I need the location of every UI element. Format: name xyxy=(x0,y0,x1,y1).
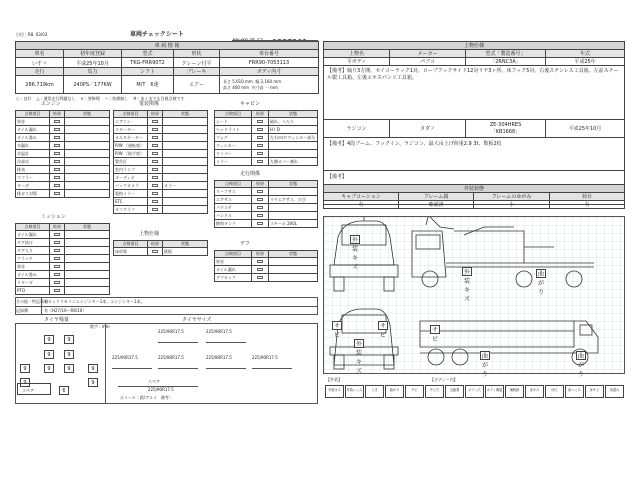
opt-year: 平成25年 xyxy=(546,58,625,66)
electrical-item-8: バックカメラ xyxy=(114,182,148,190)
ext-h-warp: フレームのゆがみ xyxy=(474,193,550,201)
def-item-2: デフロック xyxy=(215,274,252,282)
engine-result-4 xyxy=(50,150,65,158)
electrical-state-5 xyxy=(163,158,208,166)
running-result-3 xyxy=(252,212,269,220)
def-col-result: 結果 xyxy=(252,251,269,258)
vehicle-info-table xyxy=(15,41,319,69)
engine-state-3 xyxy=(65,142,110,150)
cab-table xyxy=(214,110,318,166)
running-col-item: 点検項目 xyxy=(215,181,252,188)
legend-mark-7: ボディ穴 xyxy=(465,385,484,398)
electrical-result-6 xyxy=(148,166,163,174)
engine-result-0 xyxy=(50,118,65,126)
ext-bed: 有 xyxy=(550,201,625,209)
legend-note: ※ : あくまでも目視点検です xyxy=(133,96,185,101)
electrical-col-item: 点検項目 xyxy=(114,111,148,118)
mission-result-6 xyxy=(50,279,65,287)
vh-chassis: FRR90-7053113 xyxy=(220,58,319,69)
cab-result-5 xyxy=(252,158,269,166)
vh-reg: 平成25年10月 xyxy=(64,58,122,69)
engine-result-9 xyxy=(50,190,65,198)
tire-depth-2: 9 xyxy=(44,350,54,359)
mission-result-4 xyxy=(50,263,65,271)
opt2-name: ラジコン xyxy=(324,120,390,138)
mission-item-3: クラッチ xyxy=(16,255,50,263)
tire-size-5: 225/90R17.5 xyxy=(252,355,278,360)
spare-label: スペア xyxy=(22,388,34,393)
electrical-item-11: タコグラフ xyxy=(114,206,148,214)
vh-name-h: 車名 xyxy=(16,50,64,58)
engine-item-8: ターボ xyxy=(16,182,50,190)
vh-model-h: 型式 xyxy=(122,50,174,58)
legend-marks xyxy=(325,385,625,398)
tire-size-3: 225/90R17.5 xyxy=(158,355,184,360)
tire-size-title: タイヤサイズ xyxy=(182,317,212,323)
electrical-state-2 xyxy=(163,134,208,142)
engine-item-2: オイル滲み xyxy=(16,134,50,142)
mission-result-5 xyxy=(50,271,65,279)
running-item-4: 燃料タンク xyxy=(215,220,252,228)
mission-state-1 xyxy=(65,239,110,247)
engine-table xyxy=(15,110,110,198)
electrical-result-8 xyxy=(148,182,163,190)
damage-mark-dent-1: 曲がり xyxy=(537,271,544,296)
opt3-note: 【備考】 xyxy=(324,171,625,205)
cab-result-0 xyxy=(252,118,269,126)
tire-depth-3: 9 xyxy=(64,350,74,359)
opt-model: 「2RNC3A」 xyxy=(466,58,546,66)
legend-mark-1: 外装へこみ xyxy=(345,385,364,398)
electrical-item-3: P/W （運転席） xyxy=(114,142,148,150)
legend-ok: △ : 通常走行問題なし xyxy=(36,96,76,101)
mission-col-item: 点検項目 xyxy=(16,224,50,231)
damage-mark-scratch-1: 外装キズ xyxy=(351,237,358,271)
opt-h-name: 上物名 xyxy=(324,50,390,58)
electrical-item-1: スターター xyxy=(114,126,148,134)
electrical-result-1 xyxy=(148,126,163,134)
engine-result-7 xyxy=(50,174,65,182)
vh-shape-h: 形状 xyxy=(174,50,220,58)
damage-mark-scratch-2: 外装キズ xyxy=(463,269,470,303)
electrical-state-7 xyxy=(163,174,208,182)
electrical-item-2: オルタネーター xyxy=(114,134,148,142)
def-result-1 xyxy=(252,266,269,274)
vh-shift-h: シフト xyxy=(122,68,174,76)
mission-item-7: PTO xyxy=(16,287,50,295)
mission-item-2: ギア入り xyxy=(16,247,50,255)
ext-rust: 確認済 xyxy=(399,201,474,209)
mission-state-5 xyxy=(65,271,110,279)
running-state-2 xyxy=(269,204,318,212)
electrical-state-6 xyxy=(163,166,208,174)
legend-good: ○ : 良好 xyxy=(16,96,32,101)
mission-item-1: ギア抜け xyxy=(16,239,50,247)
electrical-item-7: オーディオ xyxy=(114,174,148,182)
vehicle-info-title: 車 両 情 報 xyxy=(16,42,319,50)
def-item-0: 異音 xyxy=(215,258,252,266)
legend-mark-10: 床キズ xyxy=(525,385,544,398)
vh-mileage: 286,719km xyxy=(16,76,64,94)
engine-state-1 xyxy=(65,126,110,134)
cab-state-4 xyxy=(269,150,318,158)
def-item-1: オイル漏れ xyxy=(215,266,252,274)
opt-h-maker: メーカー xyxy=(390,50,466,58)
cab-col-item: 点検項目 xyxy=(215,111,252,118)
def-table xyxy=(214,250,318,282)
cab-item-5: ミラー xyxy=(215,158,252,166)
legend-mark-13: 床サビ xyxy=(585,385,604,398)
equipment-col-state: 状態 xyxy=(163,241,208,248)
tire-depth-7: 9 xyxy=(88,364,98,373)
running-col-state: 状態 xyxy=(269,181,318,188)
opt-h-year: 年式 xyxy=(546,50,625,58)
electrical-result-5 xyxy=(148,158,163,166)
opt-h-model: 型式「製造番号」 xyxy=(466,50,546,58)
cab-item-4: ワイパー xyxy=(215,150,252,158)
engine-item-9: 排ガス対策 xyxy=(16,190,50,198)
tire-depth-5: 9 xyxy=(44,364,54,373)
equipment-col-item: 点検項目 xyxy=(114,241,148,248)
electrical-item-10: ETC xyxy=(114,198,148,206)
tire-size-spare-label: スペア xyxy=(148,379,160,384)
tire-size-4: 225/90R17.5 xyxy=(206,355,232,360)
legend-ext-label: 【外装】 xyxy=(326,377,342,382)
mission-result-1 xyxy=(50,239,65,247)
engine-state-2 xyxy=(65,134,110,142)
equipment-item-0: 床材質 xyxy=(114,248,148,256)
electrical-state-10 xyxy=(163,198,208,206)
opt-maker: パブコ xyxy=(390,58,466,66)
tire-depth-1: 9 xyxy=(64,335,74,344)
cab-state-2: 左右Ｈ/Ｐウィンカー部分 xyxy=(269,134,318,142)
running-item-0: リーフサス xyxy=(215,188,252,196)
equipment-result-0 xyxy=(148,248,163,256)
cab-state-1: H I D xyxy=(269,126,318,134)
engine-state-0 xyxy=(65,118,110,126)
running-col-result: 結果 xyxy=(252,181,269,188)
option-info-table xyxy=(323,41,625,205)
mission-result-0 xyxy=(50,231,65,239)
engine-col-state: 状態 xyxy=(65,111,110,118)
equipment-title: 上物仕様 xyxy=(139,231,160,237)
electrical-state-3 xyxy=(163,142,208,150)
mission-state-4 xyxy=(65,263,110,271)
mission-result-7 xyxy=(50,287,65,295)
cab-state-3 xyxy=(269,142,318,150)
tire-depth-4: 9 xyxy=(20,364,30,373)
electrical-result-0 xyxy=(148,118,163,126)
cab-result-3 xyxy=(252,142,269,150)
mission-item-6: リターダ xyxy=(16,279,50,287)
mission-item-0: オイル漏れ xyxy=(16,231,50,239)
legend-body-label: 【ボディー内】 xyxy=(430,377,458,382)
legend-mark-11: 床穴 xyxy=(545,385,564,398)
vehicle-spec-table xyxy=(15,67,319,94)
ext-h-rust: フレーム錆 xyxy=(399,193,474,201)
electrical-result-11 xyxy=(148,206,163,214)
legend-mark-12: 床へこみ xyxy=(565,385,584,398)
engine-result-6 xyxy=(50,166,65,174)
legend-mark-9: 補修跡 xyxy=(505,385,524,398)
engine-item-4: 水温計 xyxy=(16,150,50,158)
running-title: 走行関係 xyxy=(240,171,261,177)
print-date: 日付 : R8. 03/03 xyxy=(16,32,48,37)
vh-brake: エアー xyxy=(174,76,220,94)
running-result-2 xyxy=(252,204,269,212)
tire-size-0: 225/90R17.5 xyxy=(158,329,184,334)
def-col-item: 点検項目 xyxy=(215,251,252,258)
engine-state-9 xyxy=(65,190,110,198)
engine-item-7: マフラー xyxy=(16,174,50,182)
mission-table xyxy=(15,223,110,295)
engine-item-6: 排気 xyxy=(16,166,50,174)
electrical-title: 電装関係 xyxy=(139,101,160,107)
electrical-state-0 xyxy=(163,118,208,126)
mission-state-6 xyxy=(65,279,110,287)
engine-item-5: 冷却水 xyxy=(16,158,50,166)
damage-mark-dent-3: 曲がり xyxy=(577,353,584,378)
electrical-col-state: 状態 xyxy=(163,111,208,118)
running-state-3 xyxy=(269,212,318,220)
engine-result-2 xyxy=(50,134,65,142)
damage-mark-rust-2: サビ xyxy=(379,323,386,339)
mission-state-7 xyxy=(65,287,110,295)
electrical-result-3 xyxy=(148,142,163,150)
def-state-1 xyxy=(269,266,318,274)
cab-item-2: フォグ xyxy=(215,134,252,142)
def-state-2 xyxy=(269,274,318,282)
running-item-3: ハンドル xyxy=(215,212,252,220)
truck-diagram xyxy=(323,216,625,378)
engine-state-6 xyxy=(65,166,110,174)
tire-depth-title: タイヤ残量 xyxy=(44,317,69,323)
ext-caution: 有 xyxy=(324,201,399,209)
exterior-table xyxy=(323,184,625,209)
vh-power-h: 馬力 xyxy=(64,68,122,76)
electrical-item-9: 電格ミラー xyxy=(114,190,148,198)
equipment-table xyxy=(113,240,208,256)
mission-result-3 xyxy=(50,255,65,263)
running-item-1: エアサス xyxy=(215,196,252,204)
tire-unit: 数字 : mm xyxy=(90,324,110,329)
ext-h-bed: 荷台 xyxy=(550,193,625,201)
legend-repair: × : 要修理 xyxy=(80,96,100,101)
electrical-state-1 xyxy=(163,126,208,134)
mission-state-0 xyxy=(65,231,110,239)
mission-state-2 xyxy=(65,247,110,255)
mission-title: ミッション xyxy=(41,214,66,220)
electrical-col-result: 結果 xyxy=(148,111,163,118)
def-result-0 xyxy=(252,258,269,266)
def-state-0 xyxy=(269,258,318,266)
vh-mileage-h: 走行 xyxy=(16,68,64,76)
running-item-2: パワステ xyxy=(215,204,252,212)
vh-body-size: 長さ 5,610 mm 幅 2,160 mm 高さ 400 mm 内寸高 一 mm xyxy=(220,76,319,94)
cab-item-1: ヘッドライト xyxy=(215,126,252,134)
engine-col-item: 点検項目 xyxy=(16,111,50,118)
cab-col-state: 状態 xyxy=(269,111,318,118)
damage-mark-rust-3: サビ xyxy=(431,327,438,343)
legend-mark-14: 床腐れ xyxy=(605,385,624,398)
record-text: 有（H27/10〜R6/10） xyxy=(44,308,87,313)
mission-col-state: 状態 xyxy=(65,224,110,231)
engine-state-8 xyxy=(65,182,110,190)
electrical-item-4: P/W （助手席） xyxy=(114,150,148,158)
tire-depth-spare: 6 xyxy=(59,386,69,395)
electrical-state-9 xyxy=(163,190,208,198)
running-result-4 xyxy=(252,220,269,228)
electrical-table xyxy=(113,110,208,214)
damage-mark-rust-1: サビ xyxy=(333,323,340,339)
engine-item-3: 水漏れ xyxy=(16,142,50,150)
cab-col-result: 結果 xyxy=(252,111,269,118)
engine-result-8 xyxy=(50,182,65,190)
damage-mark-scratch-3: 外装キズ xyxy=(355,341,362,375)
engine-result-3 xyxy=(50,142,65,150)
vh-shape: クレーン付平 xyxy=(174,58,220,69)
tire-depth-9: 9 xyxy=(88,378,98,387)
engine-col-result: 結果 xyxy=(50,111,65,118)
tire-size-spare: 225/90R17.5 xyxy=(148,387,174,392)
remarks-label: その他・特記事項 xyxy=(16,299,48,304)
ext-warp: 小 xyxy=(474,201,550,209)
legend-mark-8: ボディ亀裂 xyxy=(485,385,504,398)
running-state-1: リヤエアサス、ひび xyxy=(269,196,318,204)
electrical-result-10 xyxy=(148,198,163,206)
vh-name: いすゞ xyxy=(16,58,64,69)
engine-item-1: オイル漏れ xyxy=(16,126,50,134)
cab-item-0: シート xyxy=(215,118,252,126)
electrical-result-9 xyxy=(148,190,163,198)
vh-shift: M/T 6速 xyxy=(122,76,174,94)
cab-result-4 xyxy=(252,150,269,158)
engine-title: エンジン xyxy=(41,101,61,107)
mission-item-4: 異音 xyxy=(16,263,50,271)
opt-note: 【備考】煽り3方開、セイコーラック1対、ロープフックサイド12対リヤ3ヶ所、床フック5対、右後ステンレス工具箱、左前スチール製工具箱、左後エキスパンド工具箱。 xyxy=(324,66,625,120)
vh-reg-h: 初年度登録 xyxy=(64,50,122,58)
result-legend xyxy=(16,96,316,102)
cab-result-1 xyxy=(252,126,269,134)
exterior-title: 外装状態 xyxy=(324,185,625,193)
def-result-2 xyxy=(252,274,269,282)
vh-chassis-h: 車台番号 xyxy=(220,50,319,58)
def-title: デフ xyxy=(240,241,251,247)
engine-result-5 xyxy=(50,158,65,166)
legend-mark-6: 交換要 xyxy=(445,385,464,398)
running-result-0 xyxy=(252,188,269,196)
tire-depth-6: 9 xyxy=(64,364,74,373)
legend-none: − : 装備無し xyxy=(104,96,129,101)
record-label: 記録簿 xyxy=(16,308,28,313)
legend-mark-2: うき xyxy=(365,385,384,398)
equipment-col-result: 結果 xyxy=(148,241,163,248)
running-table xyxy=(214,180,318,228)
opt2-year: 平成25年10月 xyxy=(546,120,625,138)
electrical-result-7 xyxy=(148,174,163,182)
electrical-item-0: エアコン xyxy=(114,118,148,126)
electrical-result-4 xyxy=(148,150,163,158)
vh-power: 240PS／177KW xyxy=(64,76,122,94)
running-state-4: スチール 200L xyxy=(269,220,318,228)
legend-mark-5: サビ穴 xyxy=(425,385,444,398)
vh-body-h: ボディ内寸 xyxy=(220,68,319,76)
def-col-state: 状態 xyxy=(269,251,318,258)
cab-result-2 xyxy=(252,134,269,142)
wheel-info: ホイール : 鉄/アルミ 備考 : xyxy=(120,395,172,400)
engine-state-7 xyxy=(65,174,110,182)
electrical-item-5: 警告灯 xyxy=(114,158,148,166)
opt-name: 平ボディ xyxy=(324,58,390,66)
cab-item-3: ウィンカー xyxy=(215,142,252,150)
equipment-state-0: 鉄板 xyxy=(163,248,208,256)
cab-title: キャビン xyxy=(240,101,261,107)
cab-state-0: 破れ、へたり xyxy=(269,118,318,126)
tire-depth-8: 9 xyxy=(20,378,30,387)
tire-depth-0: 9 xyxy=(44,335,54,344)
electrical-item-6: 室内ランプ xyxy=(114,166,148,174)
opt2-model: ZE-304HRES 「KB1668」 xyxy=(466,120,546,138)
opt2-note: 【備考】4段ブーム、フックイン、ラジコン、最大吊上げ荷重2.9 3t、数板2枚 xyxy=(324,138,625,171)
legend-mark-0: 外装キズ xyxy=(325,385,344,398)
cab-state-5: 左側カバー割れ xyxy=(269,158,318,166)
electrical-result-2 xyxy=(148,134,163,142)
legend-mark-4: サビ xyxy=(405,385,424,398)
vh-brake-h: ブレーキ xyxy=(174,68,220,76)
mission-col-result: 結果 xyxy=(50,224,65,231)
ext-h-caution: キャブコーション xyxy=(324,193,399,201)
tire-size-1: 225/90R17.5 xyxy=(206,329,232,334)
option-info-title: 上物仕様 xyxy=(324,42,625,50)
engine-result-1 xyxy=(50,126,65,134)
vh-model: TKG-FRR90T2 xyxy=(122,58,174,69)
mission-item-5: オイル滲み xyxy=(16,271,50,279)
legend-mark-3: 曲がり xyxy=(385,385,404,398)
running-state-0 xyxy=(269,188,318,196)
damage-mark-dent-2: 曲がり xyxy=(481,353,488,378)
engine-state-5 xyxy=(65,158,110,166)
mission-state-3 xyxy=(65,255,110,263)
electrical-state-4 xyxy=(163,150,208,158)
engine-item-0: 異音 xyxy=(16,118,50,126)
running-result-1 xyxy=(252,196,269,204)
mission-result-2 xyxy=(50,247,65,255)
electrical-state-8: カラー xyxy=(163,182,208,190)
tire-size-2: 225/90R17.5 xyxy=(112,355,138,360)
opt2-maker: タダノ xyxy=(390,120,466,138)
electrical-state-11 xyxy=(163,206,208,214)
engine-state-4 xyxy=(65,150,110,158)
sheet-title: 車両チェックシート xyxy=(130,31,184,38)
remarks-text: Ｄロックリモコンエンジンキー1本、エンジンキー1本。 xyxy=(44,299,145,304)
